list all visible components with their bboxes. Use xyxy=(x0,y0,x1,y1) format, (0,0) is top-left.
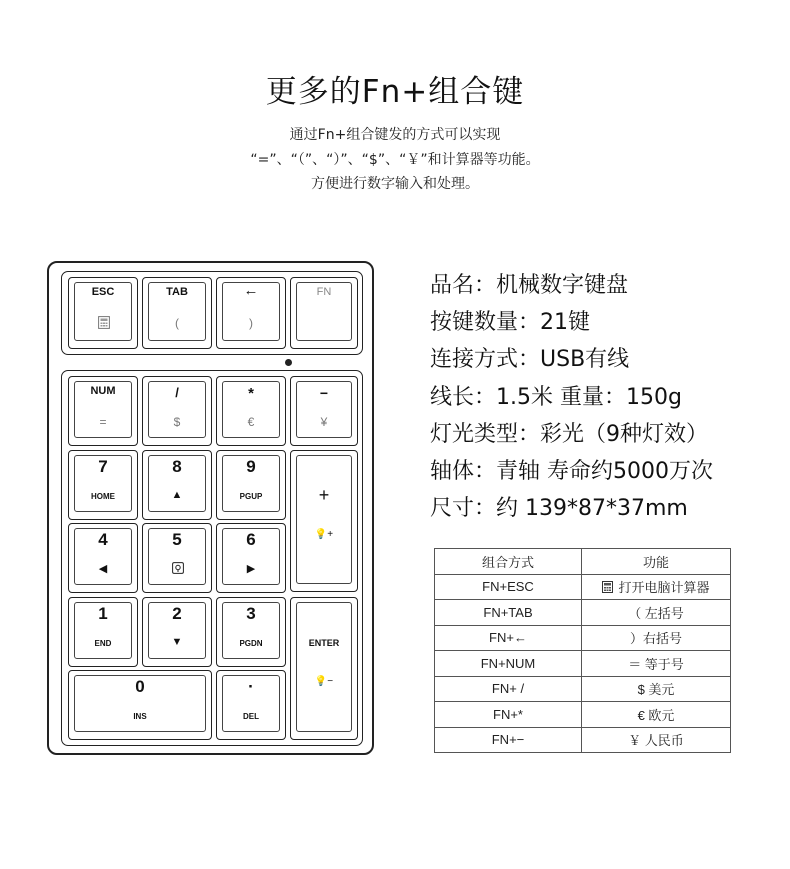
key-star-sub: € xyxy=(247,415,255,429)
calculator-icon xyxy=(602,581,613,593)
table-row xyxy=(435,727,731,753)
spec-size: 尺寸：约 139*87*37mm xyxy=(430,496,688,521)
table-row xyxy=(435,702,731,728)
key-tab-sub: ( xyxy=(175,316,179,330)
key-tab xyxy=(142,277,212,349)
key-minus xyxy=(290,376,358,446)
key-9-sub: PGUP xyxy=(239,492,263,501)
table-header-function: 功能 xyxy=(582,549,731,575)
key-dot-sub: DEL xyxy=(243,712,259,721)
key-dot-label: · xyxy=(248,677,254,696)
key-slash xyxy=(142,376,212,446)
combo-key-table xyxy=(434,548,731,753)
key-num xyxy=(68,376,138,446)
table-cell-function: ）右括号 xyxy=(582,625,731,651)
table-cell-function: $ 美元 xyxy=(582,676,731,702)
key-6-label: 6 xyxy=(246,530,256,549)
indicator-led xyxy=(285,359,292,366)
key-num-sub: = xyxy=(99,415,107,429)
key-3 xyxy=(216,597,286,667)
key-8-label: 8 xyxy=(172,457,182,476)
key-8 xyxy=(142,450,212,520)
key-esc-label: ESC xyxy=(91,286,115,298)
right-arrow-icon: ▶ xyxy=(246,563,256,575)
table-cell-combo: FN+TAB xyxy=(435,600,582,626)
key-2-label: 2 xyxy=(172,604,182,623)
table-cell-combo: FN+− xyxy=(435,727,582,753)
brightness-up-icon: 💡+ xyxy=(314,529,334,540)
key-7-sub: HOME xyxy=(91,492,115,501)
spec-connection: 连接方式：USB有线 xyxy=(430,347,630,372)
subtitle-line-3: 方便进行数字输入和处理。 xyxy=(311,176,479,192)
key-minus-label: − xyxy=(319,385,329,401)
key-dot xyxy=(216,670,286,740)
key-slash-sub: $ xyxy=(173,415,181,429)
subtitle-line-1: 通过Fn+组合键发的方式可以实现 xyxy=(289,127,501,143)
page-title: 更多的Fn+组合键 xyxy=(265,74,525,110)
backlight-icon xyxy=(172,562,184,574)
key-2 xyxy=(142,597,212,667)
table-cell-combo: FN+ / xyxy=(435,676,582,702)
key-6 xyxy=(216,523,286,593)
key-0-label: 0 xyxy=(135,677,145,696)
key-plus-label: + xyxy=(318,485,330,505)
key-enter-label: ENTER xyxy=(308,638,340,648)
key-num-label: NUM xyxy=(90,385,116,397)
up-arrow-icon: ▲ xyxy=(171,489,183,501)
table-cell-combo: FN+ESC xyxy=(435,574,582,600)
spec-key-count: 按键数量：21键 xyxy=(430,310,590,335)
key-4 xyxy=(68,523,138,593)
key-fn xyxy=(290,277,358,349)
key-plus xyxy=(290,450,358,592)
key-1 xyxy=(68,597,138,667)
key-star-label: * xyxy=(248,385,254,402)
table-cell-function xyxy=(582,574,731,600)
key-7 xyxy=(68,450,138,520)
key-tab-label: TAB xyxy=(166,286,188,298)
spec-product-name: 品名：机械数字键盘 xyxy=(430,273,629,298)
table-row xyxy=(435,625,731,651)
key-backspace-label: ← xyxy=(243,282,259,299)
key-7-label: 7 xyxy=(98,457,108,476)
key-5-label: 5 xyxy=(172,530,182,549)
key-enter xyxy=(290,597,358,740)
key-slash-label: / xyxy=(175,385,179,400)
key-1-sub: END xyxy=(94,639,112,648)
key-backspace xyxy=(216,277,286,349)
key-5 xyxy=(142,523,212,593)
calculator-icon xyxy=(98,316,110,329)
brightness-down-icon: 💡− xyxy=(314,676,334,687)
left-arrow-icon: ◀ xyxy=(98,563,108,575)
table-cell-function: （ 左括号 xyxy=(582,600,731,626)
key-9 xyxy=(216,450,286,520)
table-row xyxy=(435,574,731,600)
key-3-label: 3 xyxy=(246,604,256,623)
key-minus-sub: ¥ xyxy=(320,415,328,429)
table-row xyxy=(435,600,731,626)
key-backspace-sub: ) xyxy=(249,316,253,330)
subtitle-line-2: “=”、“（”、“）”、“$”、“￥”和计算器等功能。 xyxy=(250,152,540,168)
table-row xyxy=(435,676,731,702)
spec-lighting: 灯光类型：彩光（9种灯效） xyxy=(430,422,708,447)
table-cell-combo: FN+NUM xyxy=(435,651,582,677)
key-0-sub: INS xyxy=(133,712,147,721)
spec-cable-weight: 线长：1.5米 重量：150g xyxy=(430,385,682,410)
key-0 xyxy=(68,670,212,740)
key-3-sub: PGDN xyxy=(239,639,263,648)
key-4-label: 4 xyxy=(98,530,108,549)
key-star xyxy=(216,376,286,446)
table-row xyxy=(435,651,731,677)
down-arrow-icon: ▼ xyxy=(171,636,183,648)
key-1-label: 1 xyxy=(98,604,108,623)
key-fn-label: FN xyxy=(316,286,332,298)
table-cell-combo: FN+← xyxy=(435,625,582,651)
key-9-label: 9 xyxy=(246,457,256,476)
key-esc xyxy=(68,277,138,349)
spec-switch: 轴体：青轴 寿命约5000万次 xyxy=(430,459,713,484)
table-cell-function: € 欧元 xyxy=(582,702,731,728)
table-cell-function: ＝ 等于号 xyxy=(582,651,731,677)
table-header-combo: 组合方式 xyxy=(435,549,582,575)
table-cell-combo: FN+* xyxy=(435,702,582,728)
table-header-row xyxy=(435,549,731,575)
table-cell-function-text: 打开电脑计算器 xyxy=(618,580,710,596)
table-cell-function: ￥ 人民币 xyxy=(582,727,731,753)
